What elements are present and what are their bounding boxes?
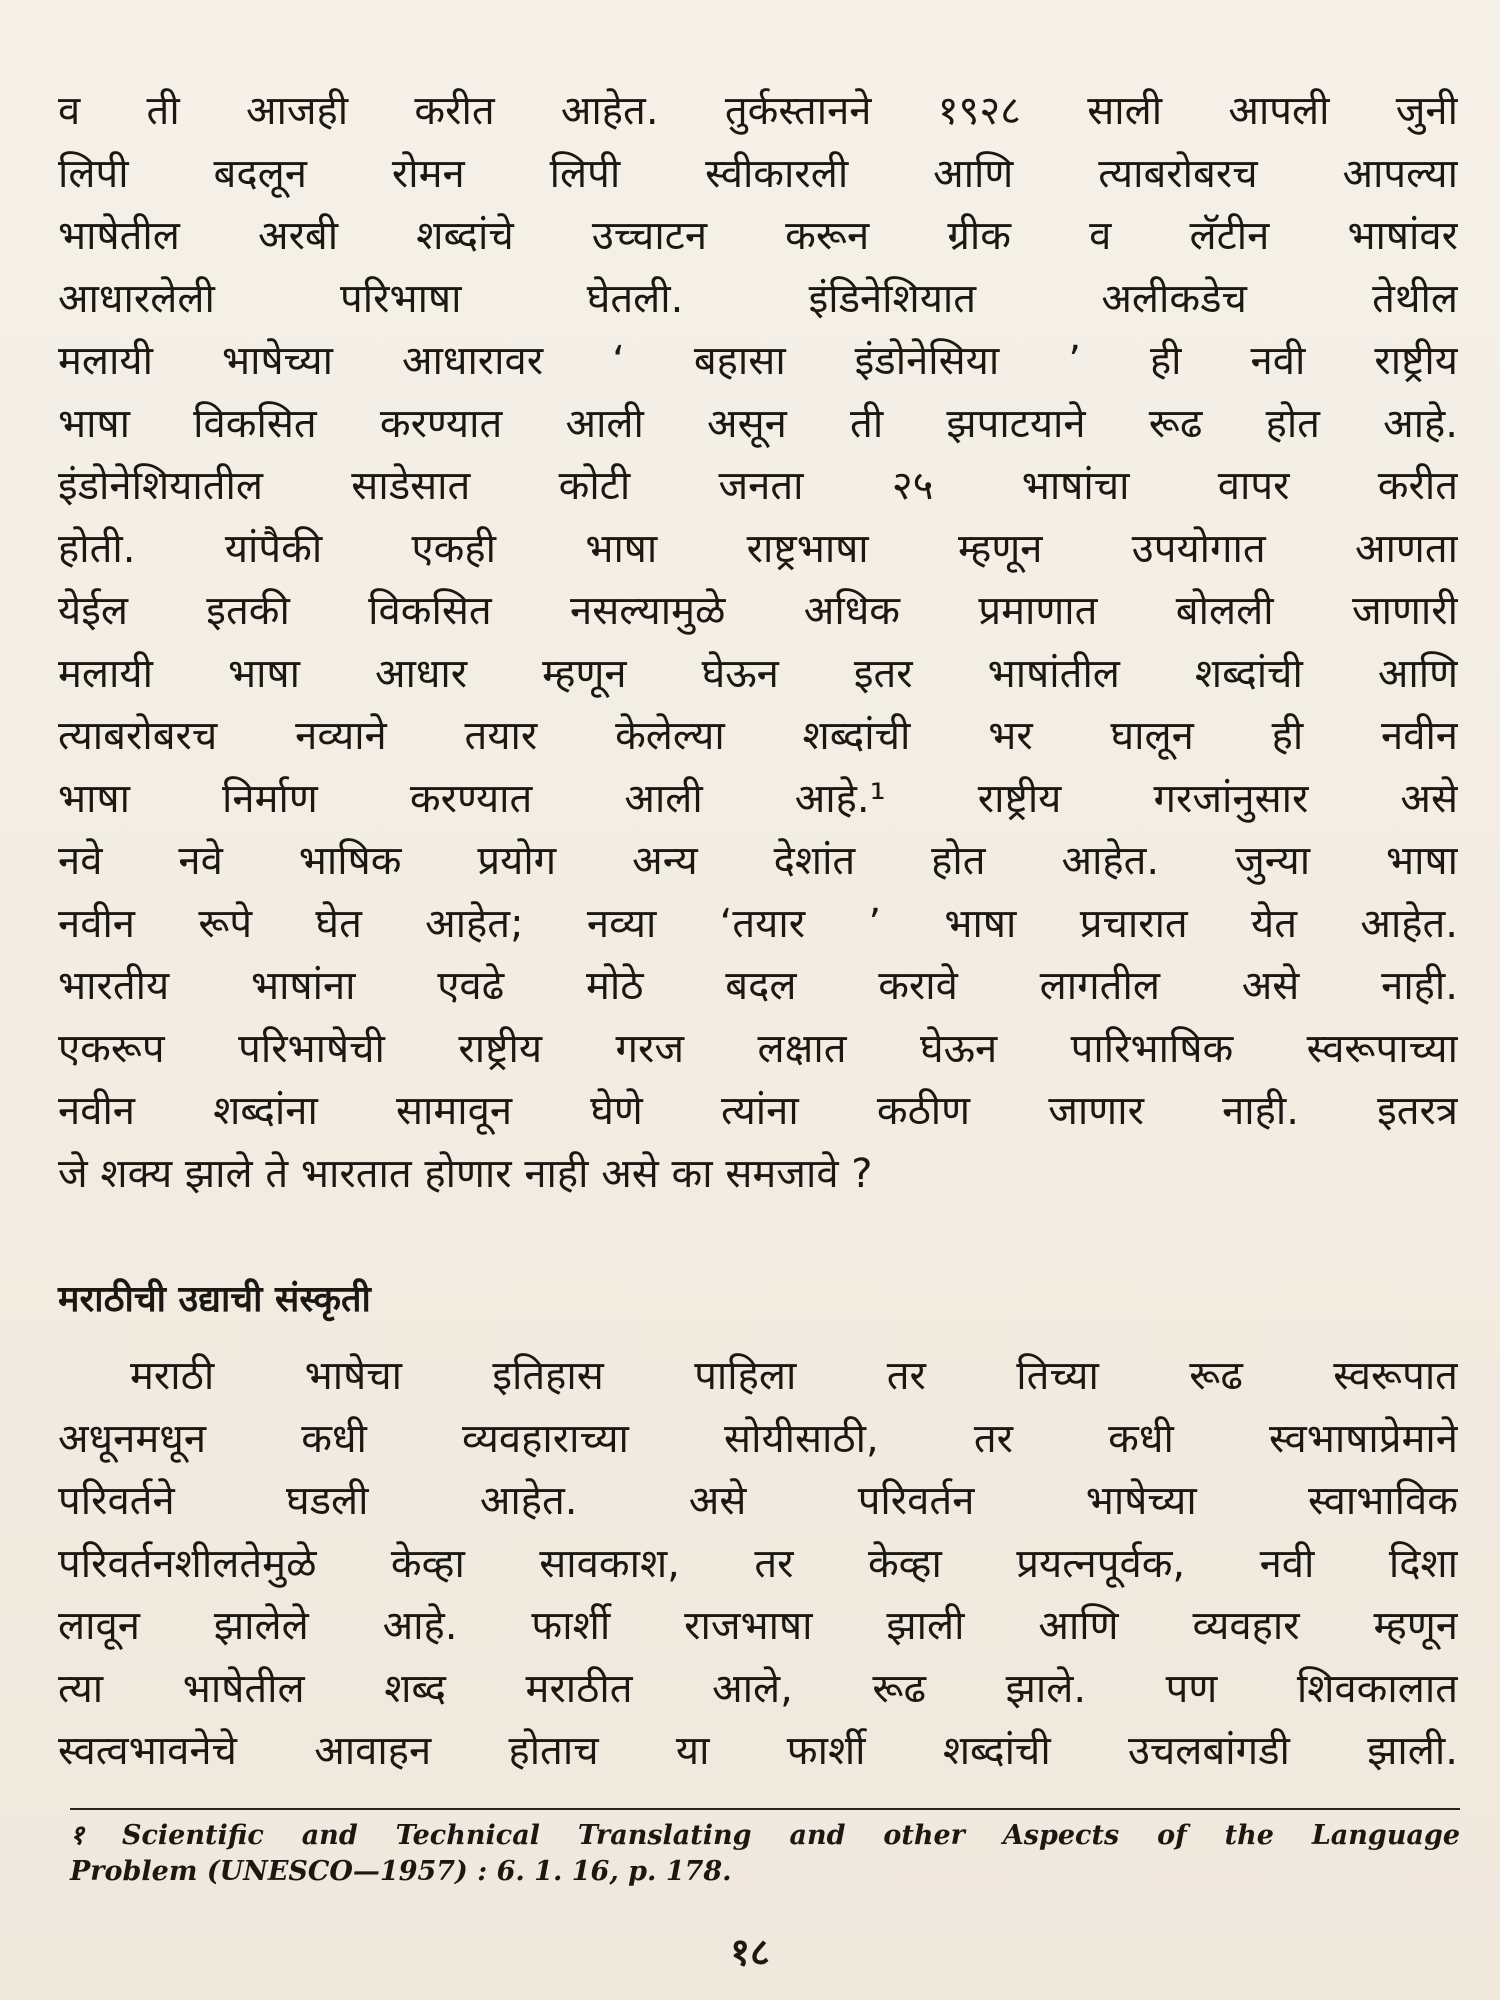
text-line: भाषेतील अरबी शब्दांचे उच्चाटन करून ग्रीक व लॅटीन भाषांवर xyxy=(58,213,1458,259)
text-line: नवीन रूपे घेत आहेत; नव्या ‘तयार ’ भाषा प्रचारात येत आहेत. xyxy=(58,900,1458,947)
section-heading: मराठीची उद्याची संस्कृती xyxy=(58,1279,371,1320)
text-line: होती. यांपैकी एकही भाषा राष्ट्रभाषा म्हणून उपयोगात आणता xyxy=(58,525,1458,572)
text-line: अधूनमधून कधी व्यवहाराच्या सोयीसाठी, तर कधी स्वभाषाप्रेमाने xyxy=(58,1415,1458,1462)
text-line: परिवर्तने घडली आहेत. असे परिवर्तन भाषेच्या स्वाभाविक xyxy=(58,1478,1458,1524)
text-line: नवीन शब्दांना सामावून घेणे त्यांना कठीण जाणार नाही. इतरत्र xyxy=(58,1088,1458,1134)
text-line: त्या भाषेतील शब्द मराठीत आले, रूढ झाले. पण शिवकालात xyxy=(58,1665,1458,1712)
text-line: इंडोनेशियातील साडेसात कोटी जनता २५ भाषांचा वापर करीत xyxy=(58,463,1458,509)
text-line: येईल इतकी विकसित नसल्यामुळे अधिक प्रमाणात बोलली जाणारी xyxy=(58,588,1458,634)
text-line: जे शक्य झाले ते भारतात होणार नाही असे का समजावे ? xyxy=(58,1150,873,1197)
footnote xyxy=(70,1818,1460,1890)
text-line: मलायी भाषा आधार म्हणून घेऊन इतर भाषांतील शब्दांची आणि xyxy=(58,650,1458,697)
paragraph-2 xyxy=(58,1345,1458,1783)
text-line: मलायी भाषेच्या आधारावर ‘ बहासा इंडोनेसिया ’ ही नवी राष्ट्रीय xyxy=(58,338,1458,384)
text-line: व ती आजही करीत आहेत. तुर्कस्तानने १९२८ साली आपली जुनी xyxy=(58,88,1458,134)
text-line: लिपी बदलून रोमन लिपी स्वीकारली आणि त्याबरोबरच आपल्या xyxy=(58,150,1458,197)
text-line: भारतीय भाषांना एवढे मोठे बदल करावे लागतील असे नाही. xyxy=(58,963,1458,1009)
paragraph-1 xyxy=(58,80,1458,1205)
footnote-line: Problem (UNESCO—1957) : 6. 1. 16, p. 178. xyxy=(70,1856,732,1887)
text-line: आधारलेली परिभाषा घेतली. इंडिनेशियात अलीकडेच तेथील xyxy=(58,275,1458,322)
text-line: भाषा विकसित करण्यात आली असून ती झपाटयाने रूढ होत आहे. xyxy=(58,400,1458,447)
text-line: परिवर्तनशीलतेमुळे केव्हा सावकाश, तर केव्हा प्रयत्नपूर्वक, नवी दिशा xyxy=(58,1540,1458,1587)
page-number: १८ xyxy=(730,1930,770,1974)
text-line: स्वत्वभावनेचे आवाहन होताच या फार्शी शब्दांची उचलबांगडी झाली. xyxy=(58,1728,1458,1774)
text-line: मराठी भाषेचा इतिहास पाहिला तर तिच्या रूढ स्वरूपात xyxy=(130,1353,1458,1399)
footnote-line: १ Scientific and Technical Translating and other Aspects of the Language xyxy=(70,1820,1460,1851)
text-line: भाषा निर्माण करण्यात आली आहे.¹ राष्ट्रीय गरजांनुसार असे xyxy=(58,775,1458,822)
text-line: लावून झालेले आहे. फार्शी राजभाषा झाली आणि व्यवहार म्हणून xyxy=(58,1603,1458,1649)
text-line: नवे नवे भाषिक प्रयोग अन्य देशांत होत आहेत. जुन्या भाषा xyxy=(58,838,1458,884)
footnote-divider xyxy=(70,1808,1460,1810)
text-line: एकरूप परिभाषेची राष्ट्रीय गरज लक्षात घेऊन पारिभाषिक स्वरूपाच्या xyxy=(58,1025,1458,1072)
text-line: त्याबरोबरच नव्याने तयार केलेल्या शब्दांची भर घालून ही नवीन xyxy=(58,713,1458,759)
